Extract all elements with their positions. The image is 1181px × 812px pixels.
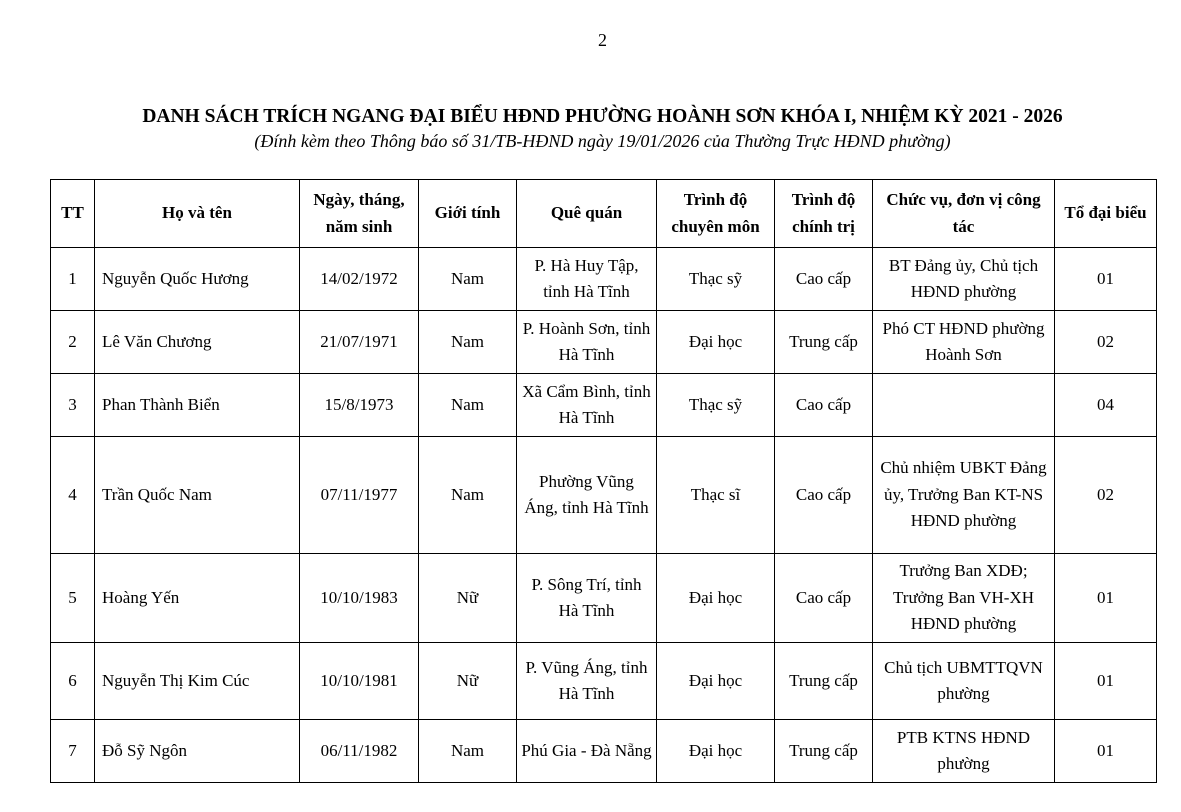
header-position: Chức vụ, đơn vị công tác <box>873 180 1055 248</box>
cell-tt: 4 <box>51 437 95 554</box>
cell-position: Phó CT HĐND phường Hoành Sơn <box>873 311 1055 374</box>
cell-name: Phan Thành Biển <box>95 374 300 437</box>
cell-dob: 10/10/1981 <box>300 643 419 720</box>
cell-tt: 6 <box>51 643 95 720</box>
document-subtitle: (Đính kèm theo Thông báo số 31/TB-HĐND ngày 19/01/2026 của Thường Trực HĐND phường) <box>254 131 951 151</box>
cell-gender: Nam <box>419 374 517 437</box>
cell-name: Nguyễn Quốc Hương <box>95 248 300 311</box>
header-name: Họ và tên <box>95 180 300 248</box>
cell-tt: 2 <box>51 311 95 374</box>
delegate-table <box>50 179 1157 783</box>
cell-group: 01 <box>1055 720 1157 783</box>
header-political: Trình độ chính trị <box>775 180 873 248</box>
cell-tt: 7 <box>51 720 95 783</box>
cell-hometown: P. Hoành Sơn, tỉnh Hà Tĩnh <box>517 311 657 374</box>
cell-gender: Nam <box>419 248 517 311</box>
header-group: Tổ đại biểu <box>1055 180 1157 248</box>
cell-hometown: Xã Cẩm Bình, tỉnh Hà Tĩnh <box>517 374 657 437</box>
cell-political: Trung cấp <box>775 311 873 374</box>
cell-gender: Nam <box>419 311 517 374</box>
header-tt: TT <box>51 180 95 248</box>
cell-education: Thạc sĩ <box>657 437 775 554</box>
table-row <box>51 720 1157 783</box>
cell-education: Đại học <box>657 720 775 783</box>
header-gender: Giới tính <box>419 180 517 248</box>
table-row <box>51 374 1157 437</box>
cell-political: Trung cấp <box>775 643 873 720</box>
cell-tt: 3 <box>51 374 95 437</box>
cell-dob: 06/11/1982 <box>300 720 419 783</box>
cell-dob: 14/02/1972 <box>300 248 419 311</box>
cell-political: Cao cấp <box>775 248 873 311</box>
cell-group: 01 <box>1055 643 1157 720</box>
cell-tt: 1 <box>51 248 95 311</box>
table-header-row <box>51 180 1157 248</box>
page-number: 2 <box>598 30 607 50</box>
cell-name: Đỗ Sỹ Ngôn <box>95 720 300 783</box>
cell-hometown: P. Sông Trí, tỉnh Hà Tĩnh <box>517 554 657 643</box>
cell-dob: 07/11/1977 <box>300 437 419 554</box>
header-education: Trình độ chuyên môn <box>657 180 775 248</box>
cell-dob: 15/8/1973 <box>300 374 419 437</box>
cell-position: PTB KTNS HĐND phường <box>873 720 1055 783</box>
cell-gender: Nam <box>419 720 517 783</box>
cell-name: Nguyễn Thị Kim Cúc <box>95 643 300 720</box>
cell-name: Hoàng Yến <box>95 554 300 643</box>
cell-name: Trần Quốc Nam <box>95 437 300 554</box>
cell-position: Chủ tịch UBMTTQVN phường <box>873 643 1055 720</box>
cell-education: Thạc sỹ <box>657 248 775 311</box>
cell-position: Chủ nhiệm UBKT Đảng ủy, Trưởng Ban KT-NS HĐND phường <box>873 437 1055 554</box>
cell-group: 02 <box>1055 311 1157 374</box>
cell-education: Đại học <box>657 554 775 643</box>
cell-hometown: P. Vũng Áng, tỉnh Hà Tĩnh <box>517 643 657 720</box>
cell-position <box>873 374 1055 437</box>
table-row <box>51 554 1157 643</box>
table-row <box>51 437 1157 554</box>
cell-position: Trưởng Ban XDĐ; Trưởng Ban VH-XH HĐND phường <box>873 554 1055 643</box>
cell-education: Thạc sỹ <box>657 374 775 437</box>
document-title: DANH SÁCH TRÍCH NGANG ĐẠI BIỂU HĐND PHƯỜNG HOÀNH SƠN KHÓA I, NHIỆM KỲ 2021 - 2026 <box>142 106 1063 127</box>
cell-education: Đại học <box>657 311 775 374</box>
cell-hometown: Phú Gia - Đà Nẵng <box>517 720 657 783</box>
cell-political: Cao cấp <box>775 437 873 554</box>
cell-group: 01 <box>1055 248 1157 311</box>
cell-tt: 5 <box>51 554 95 643</box>
cell-gender: Nữ <box>419 554 517 643</box>
cell-group: 01 <box>1055 554 1157 643</box>
cell-name: Lê Văn Chương <box>95 311 300 374</box>
cell-education: Đại học <box>657 643 775 720</box>
cell-political: Trung cấp <box>775 720 873 783</box>
cell-group: 04 <box>1055 374 1157 437</box>
cell-hometown: Phường Vũng Áng, tỉnh Hà Tĩnh <box>517 437 657 554</box>
table-row <box>51 311 1157 374</box>
header-dob: Ngày, tháng, năm sinh <box>300 180 419 248</box>
cell-political: Cao cấp <box>775 374 873 437</box>
cell-dob: 21/07/1971 <box>300 311 419 374</box>
cell-hometown: P. Hà Huy Tập, tỉnh Hà Tĩnh <box>517 248 657 311</box>
cell-position: BT Đảng ủy, Chủ tịch HĐND phường <box>873 248 1055 311</box>
cell-political: Cao cấp <box>775 554 873 643</box>
table-row <box>51 248 1157 311</box>
cell-group: 02 <box>1055 437 1157 554</box>
header-hometown: Quê quán <box>517 180 657 248</box>
table-row <box>51 643 1157 720</box>
cell-gender: Nữ <box>419 643 517 720</box>
cell-gender: Nam <box>419 437 517 554</box>
cell-dob: 10/10/1983 <box>300 554 419 643</box>
